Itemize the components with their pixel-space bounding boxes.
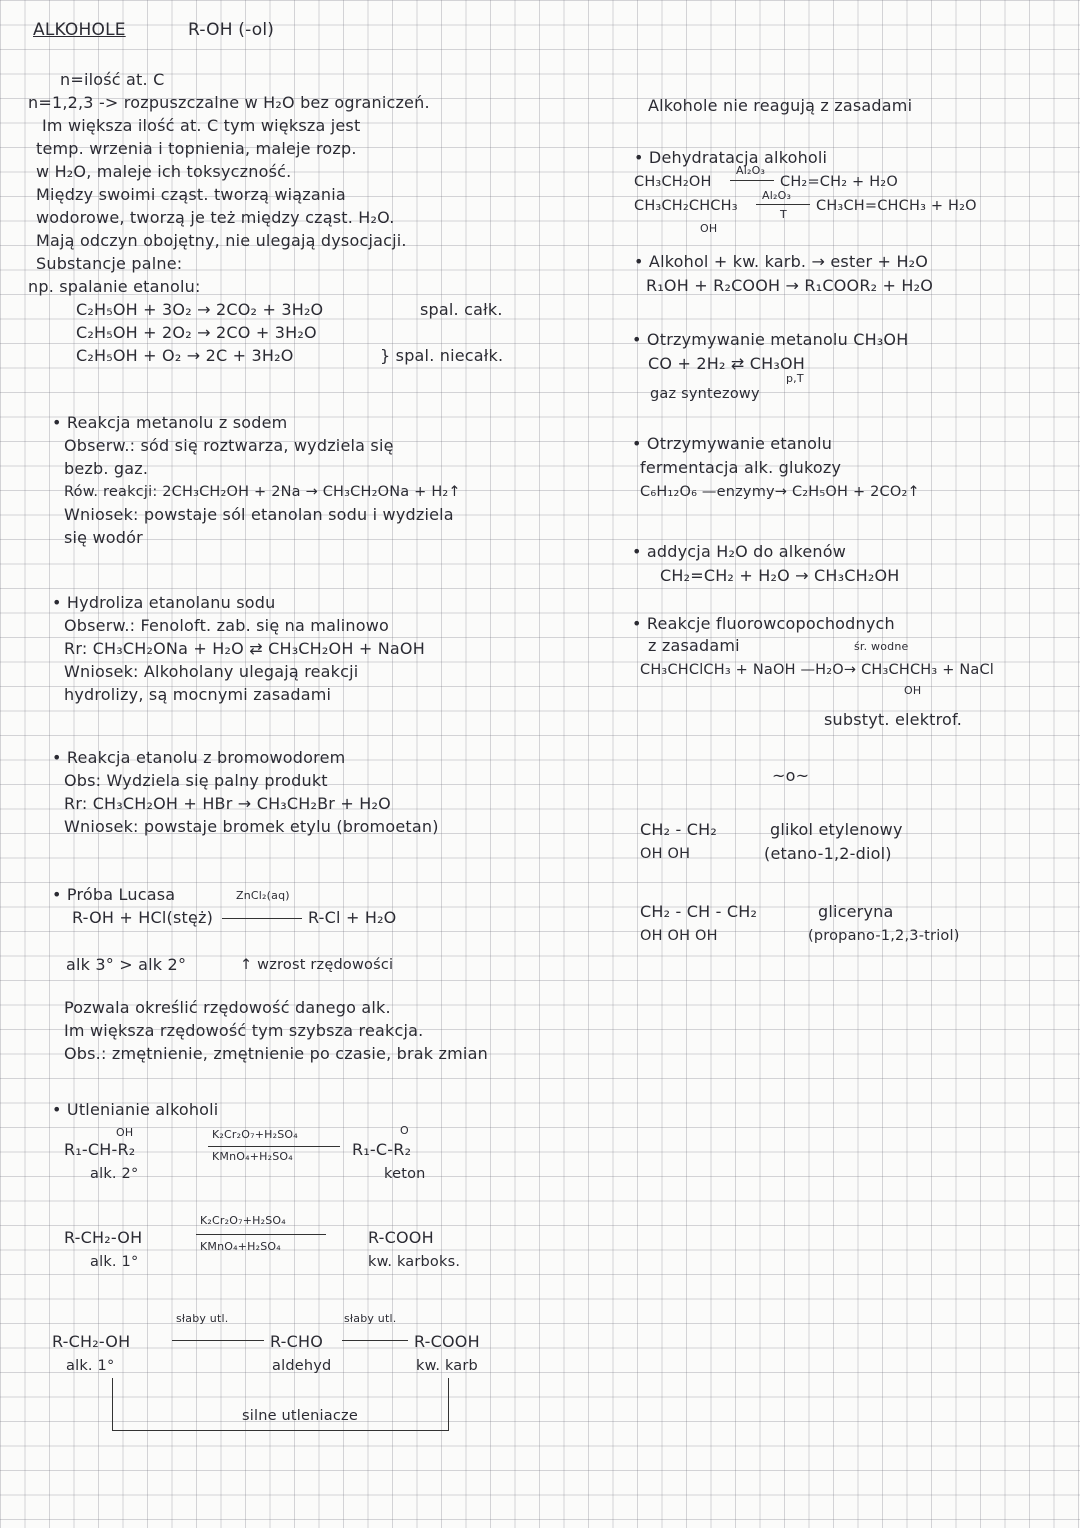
reaction-equation: Rr: CH₃CH₂ONa + H₂O ⇄ CH₃CH₂OH + NaOH <box>64 639 425 658</box>
reaction-arrow <box>208 1146 340 1147</box>
section-heading: • addycja H₂O do alkenów <box>632 542 847 561</box>
reaction-equation: Rr: CH₃CH₂OH + HBr → CH₃CH₂Br + H₂O <box>64 794 391 813</box>
separator-squiggle: ~o~ <box>772 766 810 785</box>
products: CH₂=CH₂ + H₂O <box>780 174 898 190</box>
note-line: Pozwala określić rzędowość danego alk. <box>64 998 391 1017</box>
secondary-alcohol: R₁-CH-R₂ <box>64 1140 136 1159</box>
hydroxyl-groups: OH OH <box>640 846 691 862</box>
reaction-equation: R₁OH + R₂COOH → R₁COOR₂ + H₂O <box>646 276 934 295</box>
oxidant-bottom: KMnO₄+H₂SO₄ <box>200 1240 281 1253</box>
intro-line: Im większa ilość at. C tym większa jest <box>42 116 361 135</box>
weak-oxidant-label: słaby utl. <box>344 1312 397 1325</box>
products: CH₃CH=CHCH₃ + H₂O <box>816 198 977 214</box>
strong-oxidants-label: silne utleniacze <box>242 1408 358 1424</box>
intro-line: Mają odczyn obojętny, nie ulegają dysocjacji. <box>36 231 407 250</box>
combustion-note: spal. całk. <box>420 300 503 319</box>
syngas-label: gaz syntezowy <box>650 386 760 402</box>
section-heading: • Próba Lucasa <box>52 885 176 904</box>
intro-line: Substancje palne: <box>36 254 183 273</box>
carbonyl-oxygen: O <box>400 1124 409 1137</box>
section-heading: • Hydroliza etanolanu sodu <box>52 593 276 612</box>
note-line: Obserw.: sód się roztwarza, wydziela się <box>64 436 394 455</box>
lucas-trend: ↑ wzrost rzędowości <box>240 957 394 973</box>
glycol-name: glikol etylenowy <box>770 820 903 839</box>
reaction-equation: CH₂=CH₂ + H₂O → CH₃CH₂OH <box>660 566 900 585</box>
lucas-products: R-Cl + H₂O <box>308 908 397 927</box>
combustion-equation: C₂H₅OH + 3O₂ → 2CO₂ + 3H₂O <box>76 300 324 319</box>
lucas-order: alk 3° > alk 2° <box>66 955 187 974</box>
glycol-formula: CH₂ - CH₂ <box>640 820 717 839</box>
hydroxyl-label: OH <box>116 1126 134 1139</box>
note-line: Obserw.: Fenoloft. zab. się na malinowo <box>64 616 389 635</box>
intro-line: n=ilość at. C <box>60 70 165 89</box>
acid-label: kw. karboks. <box>368 1254 461 1270</box>
note-line: z zasadami <box>648 636 740 655</box>
section-heading: • Otrzymywanie etanolu <box>632 434 833 453</box>
combustion-equation: C₂H₅OH + O₂ → 2C + 3H₂O <box>76 346 294 365</box>
note-line: Obs.: zmętnienie, zmętnienie po czasie, brak zmian <box>64 1044 488 1063</box>
oxidant-bottom: KMnO₄+H₂SO₄ <box>212 1150 293 1163</box>
alcohol-order-label: alk. 1° <box>66 1358 115 1374</box>
oxidant-top: K₂Cr₂O₇+H₂SO₄ <box>212 1128 298 1141</box>
section-heading: • Otrzymywanie metanolu CH₃OH <box>632 330 909 349</box>
glycerol-iupac: (propano-1,2,3-triol) <box>808 928 960 944</box>
hydroxyl-label: OH <box>904 684 922 697</box>
intro-line: temp. wrzenia i topnienia, maleje rozp. <box>36 139 357 158</box>
catalyst-label: Al₂O₃ <box>736 164 766 177</box>
intro-line: wodorowe, tworzą je też między cząst. H₂O. <box>36 208 395 227</box>
glycerol-formula: CH₂ - CH - CH₂ <box>640 902 758 921</box>
carboxylic-acid: R-COOH <box>414 1332 480 1351</box>
lucas-substrates: R-OH + HCl(stęż) <box>72 908 214 927</box>
aldehyde-formula: R-CHO <box>270 1332 324 1351</box>
reaction-arrow <box>730 180 774 181</box>
bracket-line <box>112 1430 449 1431</box>
bracket-line <box>112 1378 113 1430</box>
reactant: CH₃CH₂CHCH₃ <box>634 198 738 214</box>
oxidant-top: K₂Cr₂O₇+H₂SO₄ <box>200 1214 286 1227</box>
combustion-equation: C₂H₅OH + 2O₂ → 2CO + 3H₂O <box>76 323 317 342</box>
reaction-arrow <box>172 1340 264 1341</box>
catalyst-label: Al₂O₃ <box>762 189 792 202</box>
section-heading: • Reakcja metanolu z sodem <box>52 413 288 432</box>
aldehyde-label: aldehyd <box>272 1358 332 1374</box>
ketone-label: keton <box>384 1166 426 1182</box>
section-heading: • Reakcje fluorowcopochodnych <box>632 614 895 633</box>
mechanism-label: substyt. elektrof. <box>824 710 962 729</box>
combustion-note: } spal. niecałk. <box>380 346 504 365</box>
reaction-equation: CH₃CHClCH₃ + NaOH —H₂O→ CH₃CHCH₃ + NaCl <box>640 662 995 678</box>
note-line: fermentacja alk. glukozy <box>640 458 842 477</box>
acid-label: kw. karb <box>416 1358 478 1374</box>
note-line: Wniosek: powstaje bromek etylu (bromoetan) <box>64 817 439 836</box>
reaction-arrow <box>756 204 810 205</box>
reaction-equation: C₆H₁₂O₆ —enzymy→ C₂H₅OH + 2CO₂↑ <box>640 484 920 500</box>
conditions-label: p,T <box>786 372 804 385</box>
reactant: CH₃CH₂OH <box>634 174 712 190</box>
page-title: ALKOHOLE <box>33 20 126 40</box>
glycol-iupac: (etano-1,2-diol) <box>764 844 892 863</box>
alcohol-order-label: alk. 1° <box>90 1254 139 1270</box>
section-heading: • Utlenianie alkoholi <box>52 1100 219 1119</box>
carboxylic-acid: R-COOH <box>368 1228 434 1247</box>
reaction-equation: CO + 2H₂ ⇄ CH₃OH <box>648 354 805 373</box>
alcohol-order-label: alk. 2° <box>90 1166 139 1182</box>
primary-alcohol: R-CH₂-OH <box>52 1332 131 1351</box>
medium-label: śr. wodne <box>854 640 909 653</box>
hydroxyl-label: OH <box>700 222 718 235</box>
reaction-equation: Rów. reakcji: 2CH₃CH₂OH + 2Na → CH₃CH₂ONa + H₂↑ <box>64 484 461 500</box>
reaction-arrow <box>222 918 302 919</box>
intro-line: n=1,2,3 -> rozpuszczalne w H₂O bez ograniczeń. <box>28 93 430 112</box>
note-line: hydrolizy, są mocnymi zasadami <box>64 685 332 704</box>
section-heading: • Alkohol + kw. karb. → ester + H₂O <box>634 252 929 271</box>
note-line: Obs: Wydziela się palny produkt <box>64 771 328 790</box>
primary-alcohol: R-CH₂-OH <box>64 1228 143 1247</box>
weak-oxidant-label: słaby utl. <box>176 1312 229 1325</box>
bracket-line <box>448 1378 449 1430</box>
reaction-arrow <box>342 1340 408 1341</box>
ketone-formula: R₁-C-R₂ <box>352 1140 412 1159</box>
lucas-reagent: ZnCl₂(aq) <box>236 889 290 902</box>
glycerol-name: gliceryna <box>818 902 894 921</box>
note-line: bezb. gaz. <box>64 459 149 478</box>
general-formula: R-OH (-ol) <box>188 20 275 40</box>
intro-line: np. spalanie etanolu: <box>28 277 201 296</box>
note-line: Wniosek: powstaje sól etanolan sodu i wydziela <box>64 505 454 524</box>
reaction-arrow <box>196 1234 326 1235</box>
temperature-label: T <box>780 208 787 221</box>
section-heading: • Reakcja etanolu z bromowodorem <box>52 748 346 767</box>
intro-line: w H₂O, maleje ich toksyczność. <box>36 162 292 181</box>
note-line: Wniosek: Alkoholany ulegają reakcji <box>64 662 359 681</box>
hydroxyl-groups: OH OH OH <box>640 928 718 944</box>
note-line: Im większa rzędowość tym szybsza reakcja. <box>64 1021 424 1040</box>
section-heading: • Dehydratacja alkoholi <box>634 148 828 167</box>
no-base-reaction-note: Alkohole nie reagują z zasadami <box>648 96 913 115</box>
intro-line: Między swoimi cząst. tworzą wiązania <box>36 185 346 204</box>
note-line: się wodór <box>64 528 143 547</box>
